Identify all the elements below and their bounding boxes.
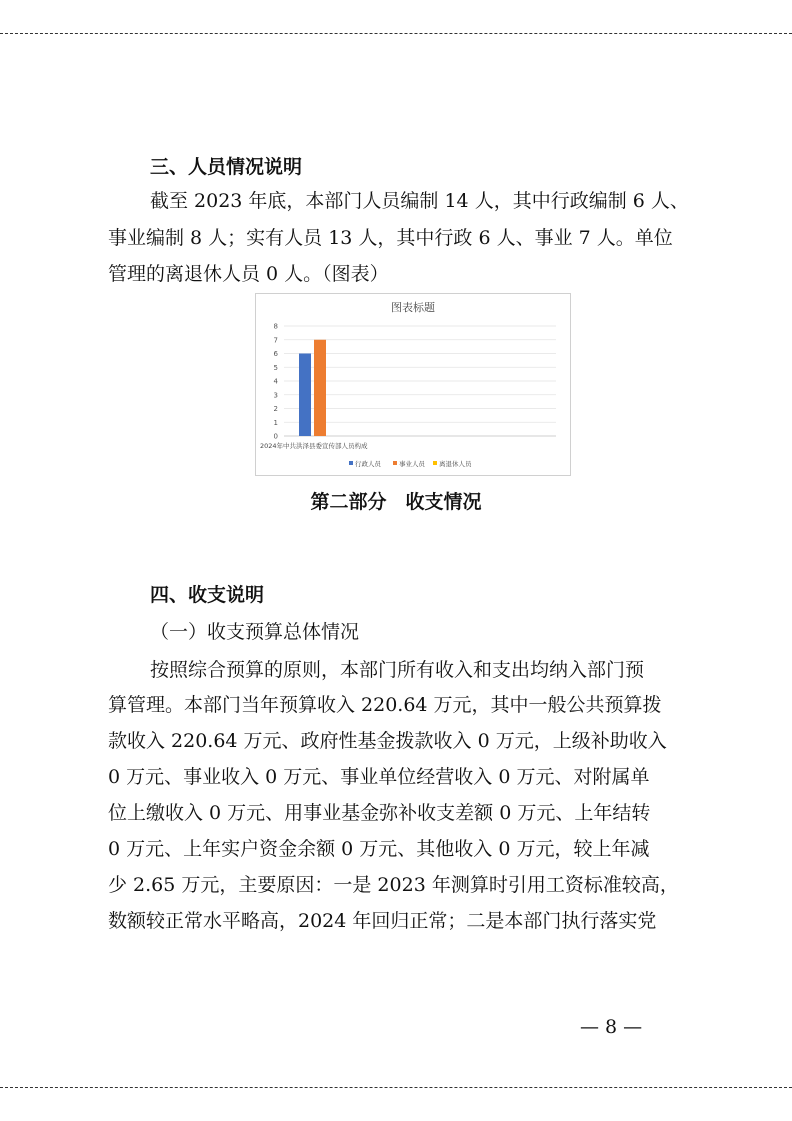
paragraph-line: 管理的离退休人员 0 人。（图表） xyxy=(108,263,389,285)
y-tick-label: 2 xyxy=(273,405,278,413)
legend-swatch xyxy=(433,461,437,465)
y-tick-label: 8 xyxy=(273,322,278,331)
bar-1 xyxy=(299,354,311,437)
legend-swatch xyxy=(393,461,397,465)
paragraph-line: 0 万元、事业收入 0 万元、事业单位经营收入 0 万元、对附属单 xyxy=(108,766,650,788)
section4-heading: 四、收支说明 xyxy=(150,584,265,606)
y-tick-label: 1 xyxy=(273,418,278,427)
y-tick-label: 5 xyxy=(273,363,278,372)
paragraph-line: 0 万元、上年实户资金余额 0 万元、其他收入 0 万元，较上年减 xyxy=(108,838,650,860)
paragraph-line: 少 2.65 万元，主要原因：一是 2023 年测算时引用工资标准较高， xyxy=(108,874,679,896)
legend-swatch xyxy=(349,461,353,465)
y-tick-label: 0 xyxy=(273,432,278,441)
legend-label: 行政人员 xyxy=(355,460,381,468)
y-tick-label: 3 xyxy=(273,391,278,400)
top-dashed-divider xyxy=(0,33,792,34)
staff-bar-chart xyxy=(255,293,571,476)
bottom-dashed-divider xyxy=(0,1087,792,1088)
paragraph-line: 截至 2023 年底，本部门人员编制 14 人，其中行政编制 6 人、 xyxy=(150,190,689,212)
legend-label: 事业人员 xyxy=(399,460,425,468)
subheading: （一）收支预算总体情况 xyxy=(150,621,360,643)
chart-title: 图表标题 xyxy=(391,301,435,314)
paragraph-line: 款收入 220.64 万元、政府性基金拨款收入 0 万元，上级补助收入 xyxy=(108,730,667,752)
y-tick-label: 7 xyxy=(273,336,278,345)
y-tick-label: 6 xyxy=(273,350,278,358)
paragraph-line: 算管理。本部门当年预算收入 220.64 万元，其中一般公共预算拨 xyxy=(108,694,662,716)
paragraph-line: 事业编制 8 人；实有人员 13 人，其中行政 6 人、事业 7 人。单位 xyxy=(108,227,673,249)
bar-2 xyxy=(314,340,326,436)
paragraph-line: 数额较正常水平略高，2024 年回归正常；二是本部门执行落实党 xyxy=(108,910,657,932)
chart-category-label: 2024年中共洪泽县委宣传部人员构成 xyxy=(260,442,368,450)
y-tick-label: 4 xyxy=(273,377,278,386)
paragraph-line: 位上缴收入 0 万元、用事业基金弥补收支差额 0 万元、上年结转 xyxy=(108,802,651,824)
part2-title: 第二部分 收支情况 xyxy=(310,491,482,513)
chart-canvas xyxy=(256,294,570,475)
paragraph-line: 按照综合预算的原则，本部门所有收入和支出均纳入部门预 xyxy=(150,659,645,681)
section3-heading: 三、人员情况说明 xyxy=(150,156,303,178)
legend-label: 离退休人员 xyxy=(439,460,472,468)
page-number: — 8 — xyxy=(580,1016,643,1038)
